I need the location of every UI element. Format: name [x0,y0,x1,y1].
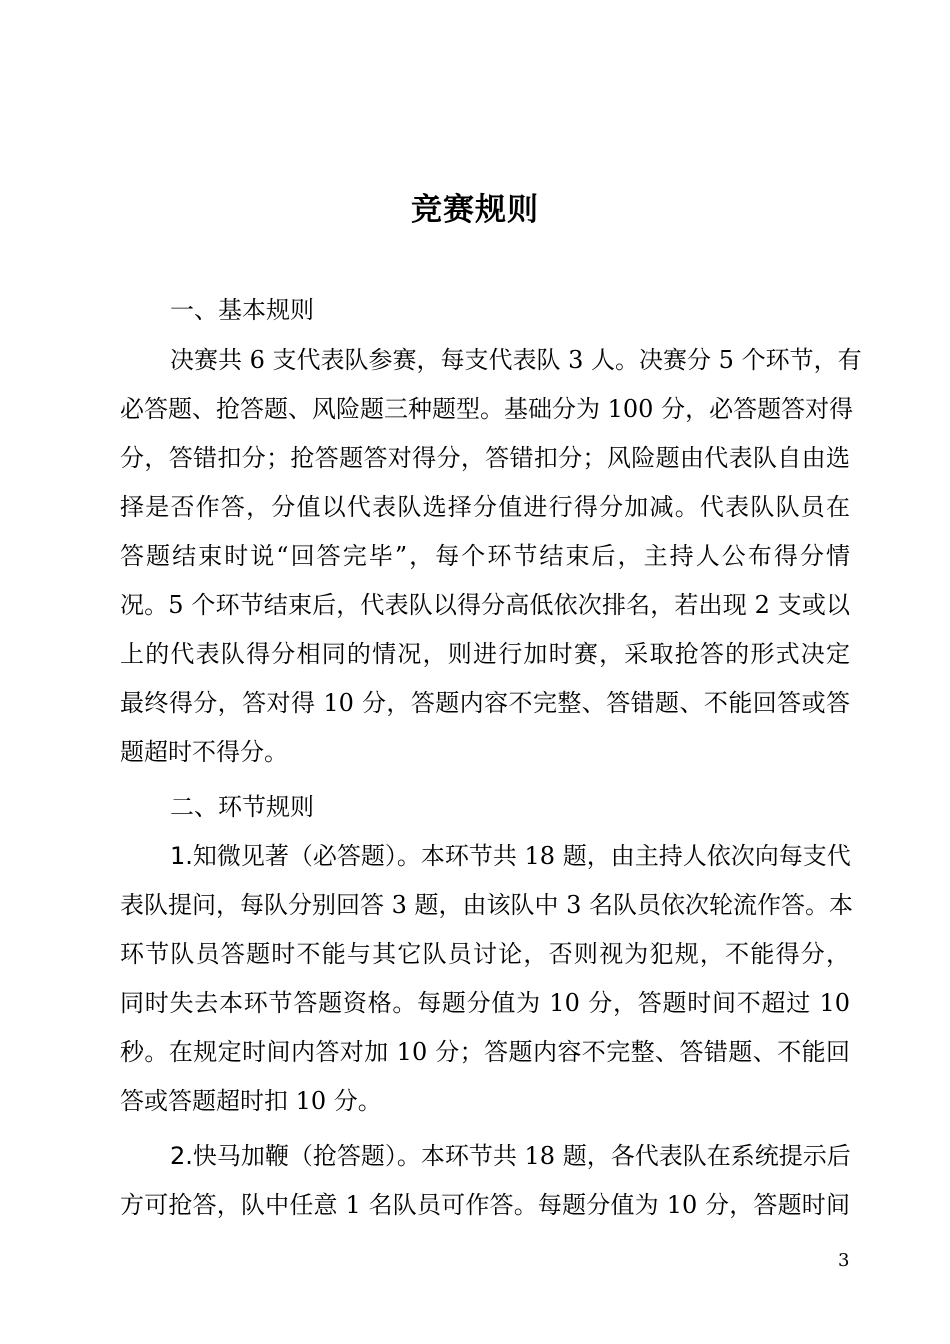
paragraph-line: 答题结束时说“回答完毕”，每个环节结束后，主持人公布得分情 [120,542,850,570]
item-label: 2.快马加鞭（抢答题） [170,1142,397,1170]
item-label: 1.知微见著（必答题） [170,842,397,870]
paragraph-line: 方可抢答，队中任意 1 名队员可作答。每题分值为 10 分，答题时间 [120,1191,850,1219]
paragraph-line [170,836,850,871]
paragraph-line: 必答题、抢答题、风险题三种题型。基础分为 100 分，必答题答对得 [120,395,854,423]
paragraph-line: 上的代表队得分相同的情况，则进行加时赛，采取抢答的形式决定 [120,640,850,668]
item-text: 。本环节共 18 题，各代表队在系统提示后 [396,1142,851,1170]
paragraph-line: 题超时不得分。 [120,738,288,766]
paragraph-line: 况。5 个环节结束后，代表队以得分高低依次排名，若出现 2 支或以 [120,591,850,619]
item-text: 。本环节共 18 题，由主持人依次向每支代 [396,842,851,870]
paragraph-line: 最终得分，答对得 10 分，答题内容不完整、答错题、不能回答或答 [120,689,850,717]
paragraph-line: 表队提问，每队分别回答 3 题，由该队中 3 名队员依次轮流作答。本 [120,891,854,919]
section-heading-basic-rules: 一、基本规则 [170,296,314,324]
page-number: 3 [838,1250,850,1271]
paragraph-line: 环节队员答题时不能与其它队员讨论，否则视为犯规，不能得分， [120,940,850,968]
paragraph-line: 决赛共 6 支代表队参赛，每支代表队 3 人。决赛分 5 个环节，有 [170,346,862,374]
paragraph-line: 择是否作答，分值以代表队选择分值进行得分加减。代表队队员在 [120,493,850,521]
paragraph-line: 秒。在规定时间内答对加 10 分；答题内容不完整、答错题、不能回 [120,1038,850,1066]
paragraph-line: 同时失去本环节答题资格。每题分值为 10 分，答题时间不超过 10 [120,989,850,1017]
paragraph-line: 分，答错扣分；抢答题答对得分，答错扣分；风险题由代表队自由选 [120,444,850,472]
paragraph-line: 答或答题超时扣 10 分。 [120,1087,382,1115]
paragraph-line [170,1136,850,1171]
page-title: 竞赛规则 [411,192,539,228]
section-heading-segment-rules: 二、环节规则 [170,793,314,821]
